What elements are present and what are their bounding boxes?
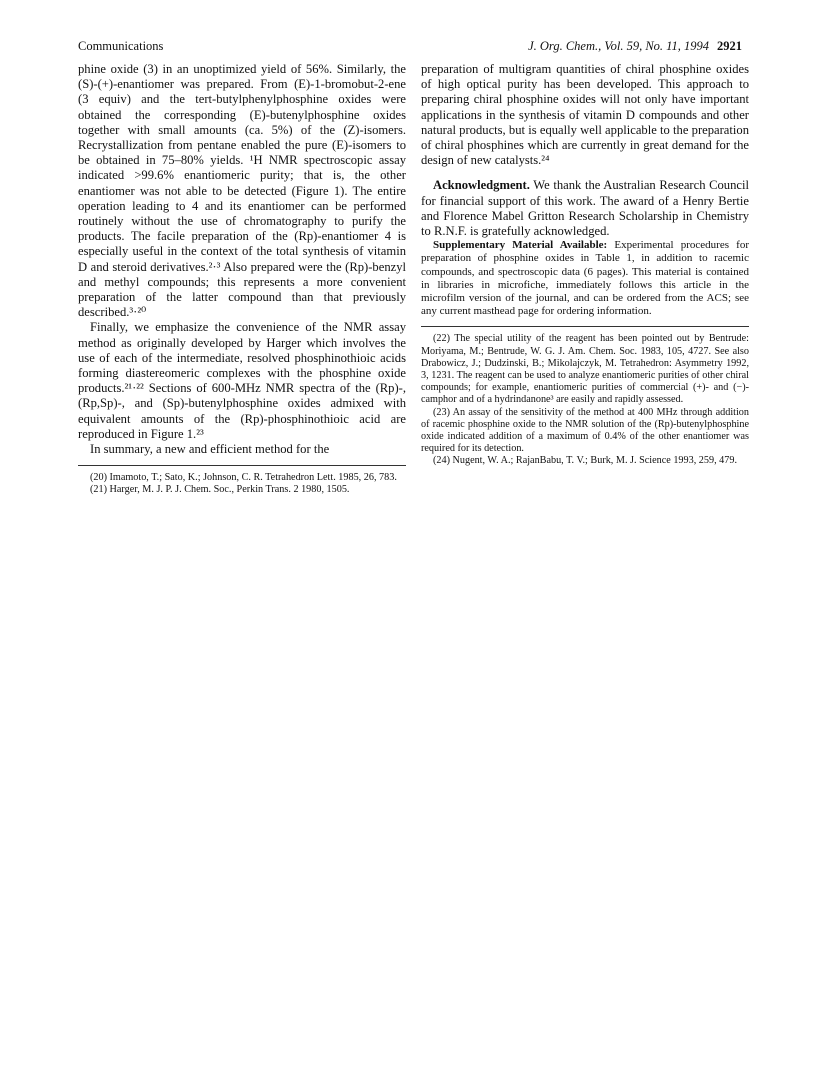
acknowledgment (421, 178, 749, 239)
page-number: 2921 (717, 39, 742, 53)
footnote-21: (21) Harger, M. J. P. J. Chem. Soc., Perkin Trans. 2 1980, 1505. (90, 484, 350, 496)
acknowledgment-text: We thank the Australian Research Council for financial support of this work. The award of a Henry Bertie and Florence Mabel Gritton Research Scholarship in Chemistry to R.N.F. is gratefully acknowledged. (421, 178, 749, 239)
running-head (78, 38, 742, 54)
body-paragraph-1: phine oxide (3) in an unoptimized yield of 56%. Similarly, the (S)-(+)-enantiomer was prepared. From (E)-1-bromobut-2-ene (3 equiv) and the tert-butylphenylphosphine oxides were obtained the corresponding (E)-butenylphosphine oxides together with small amounts (ca. 5%) of the (Z)-isomers. Recrystallization from pentane enabled the pure (E)-isomers to be obtained in 75–80% yields. ¹H NMR spectroscopic assay indicated >99.6% enantiomeric purity; that is, the other enantiomer was not able to be detected (Figure 1). The entire operation leading to 4 and its enantiomer can be performed routinely without the use of chromatography to purify the products. The facile preparation of the (Rp)-enantiomer 4 is especially useful in the context of the total synthesis of vitamin D and steroid derivatives.²·³ Also prepared were the (Rp)-benzyl and methyl compounds; this represents a more convenient preparation of the latter compound than that previously described.³·²⁰ (78, 62, 406, 320)
acknowledgment-heading: Acknowledgment. (433, 178, 530, 193)
footnote-divider-right (421, 326, 749, 327)
footnote-20: (20) Imamoto, T.; Sato, K.; Johnson, C. R. Tetrahedron Lett. 1985, 26, 783. (90, 472, 397, 484)
body-paragraph-2: Finally, we emphasize the convenience of the NMR assay method as originally developed by Harger which involves the use of each of the intermediate, resolved phosphinothioic acids forming diastereomeric complexes with the phosphine oxide products.²¹·²² Sections of 600-MHz NMR spectra of the (Rp)-, (Rp,Sp)-, and (Sp)-butenylphosphine oxides admixed with equivalent amounts of the (Rp)-phosphinothioic acid are reproduced in Figure 1.²³ (78, 320, 406, 441)
supplementary-heading: Supplementary Material Available: (433, 239, 608, 252)
body-paragraph-3: In summary, a new and efficient method for the (90, 442, 330, 457)
footnote-24: (24) Nugent, W. A.; RajanBabu, T. V.; Burk, M. J. Science 1993, 259, 479. (433, 455, 738, 467)
supplementary-text: Experimental procedures for preparation of phosphine oxides in Table 1, in addition to racemic compounds, and spectroscopic data (6 pages). This material is contained in libraries in microfiche, immediately follows this article in the microfilm version of the journal, and can be ordered from the ACS; see any current masthead page for ordering information. (421, 239, 749, 318)
footnote-22: (22) The special utility of the reagent has been pointed out by Bentrude: Moriyama, M.; Bentrude, W. G. J. Am. Chem. Soc. 1983, 105, 4727. See also Drabowicz, J.; Dudzinski, B.; Mikolajczyk, M. Tetrahedron: Asymmetry 1992, 3, 1231. The reagent can be used to analyze enantiomeric purities of other chiral compounds; for example, enantiomeric purities of commercial (+)- and (−)-camphor and of a hydrindanone³ are easily and rapidly assessed. (421, 333, 749, 406)
right-column (421, 62, 749, 468)
supplementary-material (421, 239, 749, 318)
section-label: Communications (78, 39, 164, 53)
summary-paragraph: preparation of multigram quantities of chiral phosphine oxides of high optical purity has been developed. This approach to preparing chiral phosphine oxides will not only have important applications in the synthesis of vitamin D compounds and other natural products, but is equally well applicable to the preparation of chiral phosphines which are currently in great demand for the design of new catalysts.²⁴ (421, 62, 749, 168)
footnote-23: (23) An assay of the sensitivity of the method at 400 MHz through addition of racemic phosphine oxide to the NMR solution of the (Rp)-butenylphosphine oxide indicated addition of a maximum of 0.4% of the other enantiomer was required for its detection. (421, 406, 749, 455)
footnote-divider (78, 465, 406, 466)
journal-name: J. Org. Chem., Vol. 59, No. 11, 1994 (528, 39, 709, 53)
left-column (78, 62, 406, 497)
journal-citation (528, 38, 742, 54)
